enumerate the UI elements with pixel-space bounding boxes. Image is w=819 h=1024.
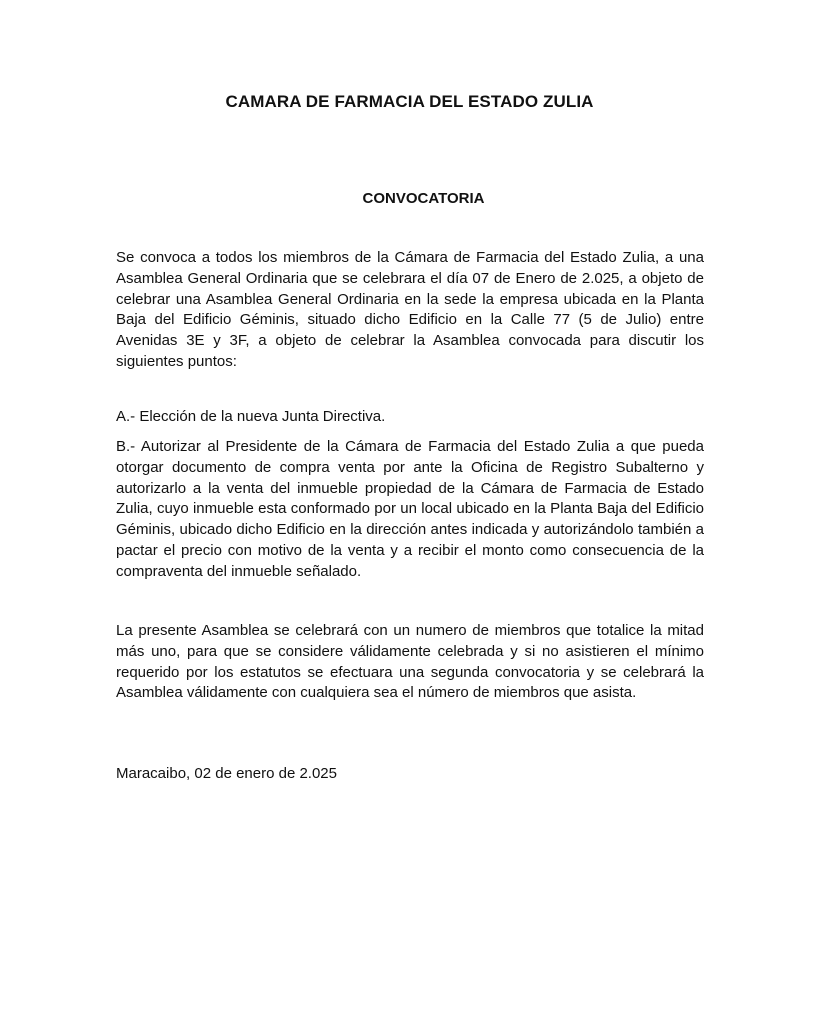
agenda-point-a: A.- Elección de la nueva Junta Directiva. <box>116 408 386 425</box>
document-subtitle: CONVOCATORIA <box>362 190 485 207</box>
agenda-point-b: B.- Autorizar al Presidente de la Cámara de Farmacia del Estado Zulia a que pueda otorgar documento de compra venta por ante la Oficina de Registro Subalterno y autorizarlo a la venta del inmueble propiedad de la Cámara de Farmacia de Estado Zulia, cuyo inmueble esta conformado por un local ubicado en la Planta Baja del Edificio Géminis, ubicado dicho Edificio en la dirección antes indicada y autorizándolo también a pactar el precio con motivo de la venta y a recibir el monto como consecuencia de la compraventa del inmueble señalado. <box>116 438 704 580</box>
intro-paragraph: Se convoca a todos los miembros de la Cámara de Farmacia del Estado Zulia, a una Asamblea General Ordinaria que se celebrara el día 07 de Enero de 2.025, a objeto de celebrar una Asamblea General Ordinaria en la sede la empresa ubicada en la Planta Baja del Edificio Géminis, situado dicho Edificio en la Calle 77 (5 de Julio) entre Avenidas 3E y 3F, a objeto de celebrar la Asamblea convocada para discutir los siguientes puntos: <box>116 249 704 370</box>
quorum-paragraph: La presente Asamblea se celebrará con un numero de miembros que totalice la mitad más uno, para que se considere válidamente celebrada y si no asistieren el mínimo requerido por los estatutos se efectuara una segunda convocatoria y se celebrará la Asamblea válidamente con cualquiera sea el número de miembros que asista. <box>116 622 704 702</box>
place-date: Maracaibo, 02 de enero de 2.025 <box>116 765 337 782</box>
document-title: CAMARA DE FARMACIA DEL ESTADO ZULIA <box>225 92 594 111</box>
